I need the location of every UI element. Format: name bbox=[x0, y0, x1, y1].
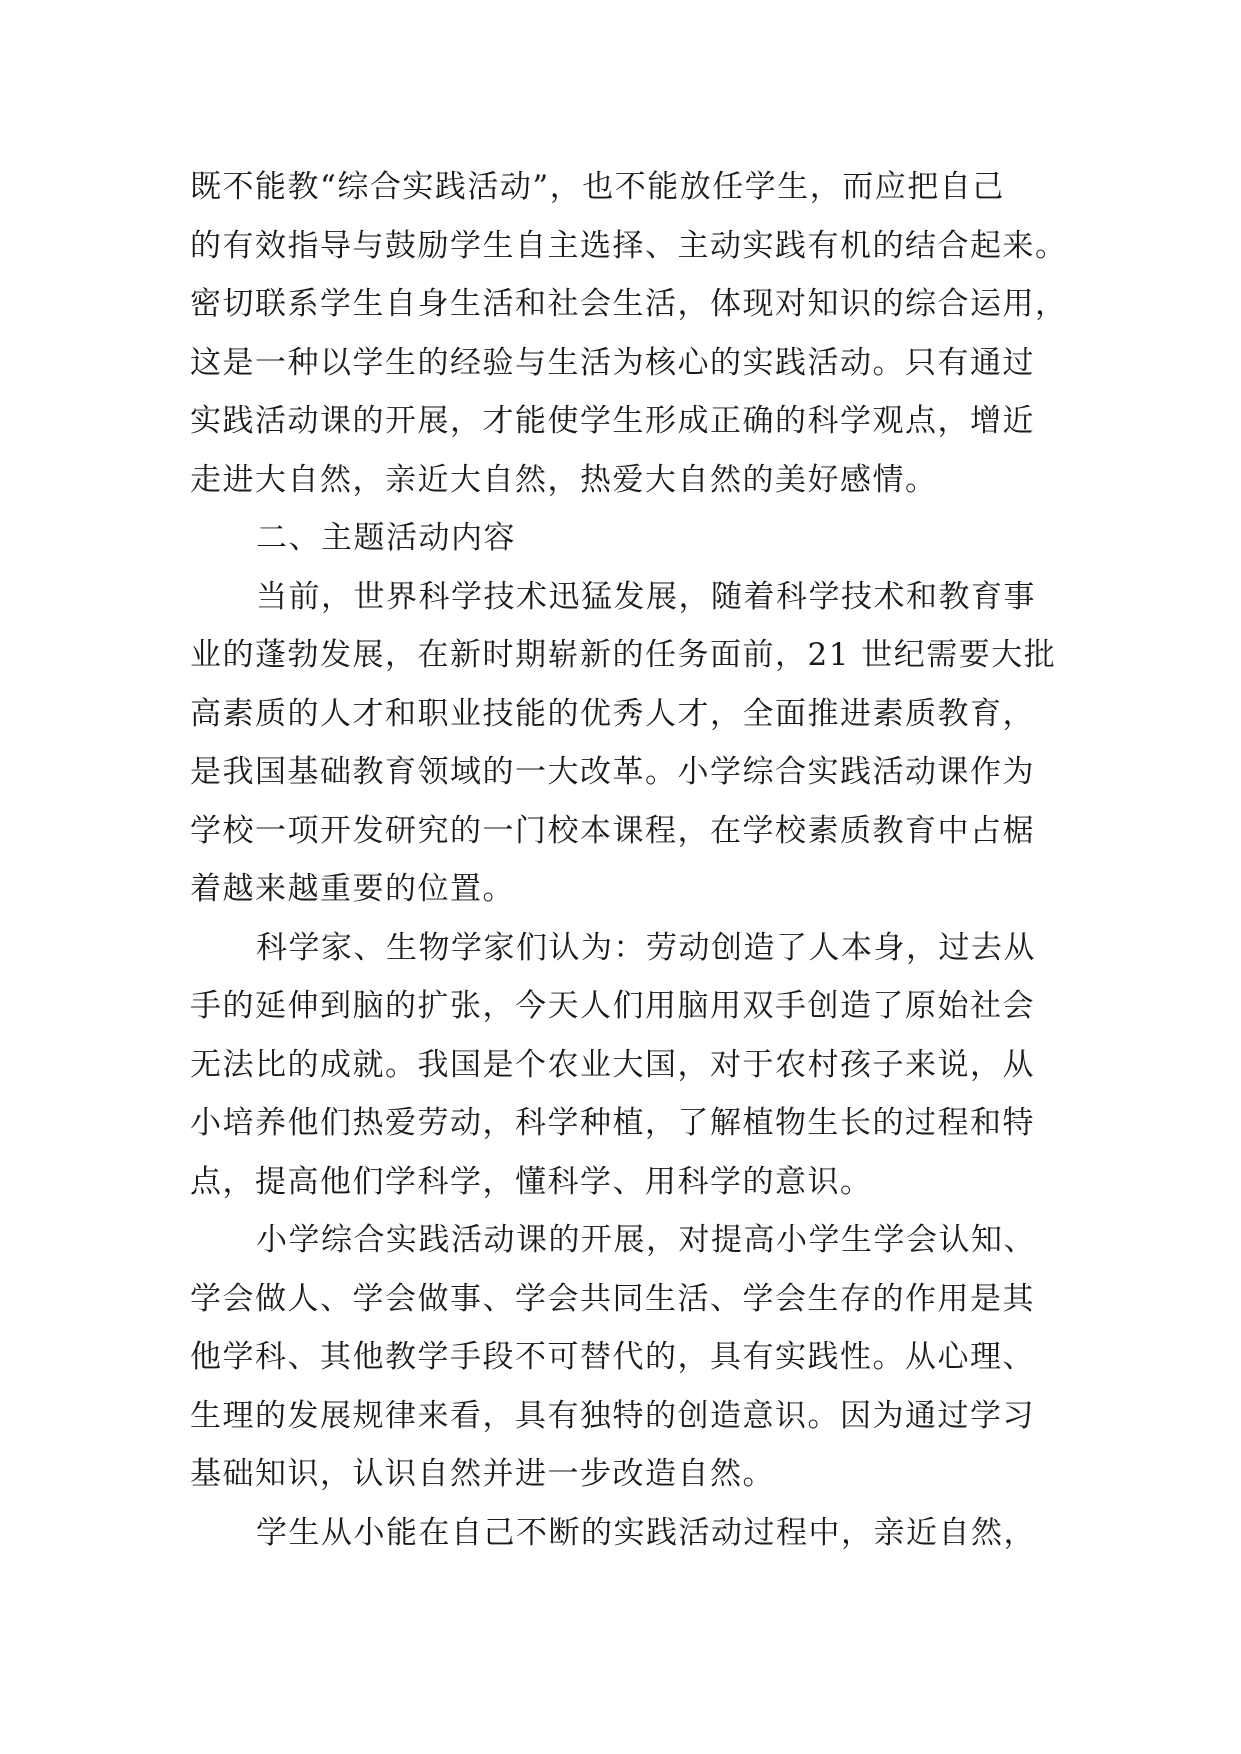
text-line: 是我国基础教育领域的一大改革。小学综合实践活动课作为 bbox=[190, 754, 1035, 790]
text-line: 高素质的人才和职业技能的优秀人才，全面推进素质教育， bbox=[190, 695, 1035, 732]
text-line: 生理的发展规律来看，具有独特的创造意识。因为通过学习 bbox=[190, 1397, 1035, 1434]
text-line: 学生从小能在自己不断的实践活动过程中，亲近自然， bbox=[256, 1514, 1036, 1551]
text-line: 科学家、生物学家们认为：劳动创造了人本身，过去从 bbox=[256, 929, 1036, 966]
text-line: 学校一项开发研究的一门校本课程，在学校素质教育中占椐 bbox=[190, 812, 1035, 849]
text-line: 点，提高他们学科学，懂科学、用科学的意识。 bbox=[190, 1163, 873, 1200]
text-line: 基础知识，认识自然并进一步改造自然。 bbox=[190, 1456, 775, 1492]
text-line: 小培养他们热爱劳动，科学种植，了解植物生长的过程和特 bbox=[190, 1105, 1035, 1141]
text-line: 手的延伸到脑的扩张，今天人们用脑用双手创造了原始社会 bbox=[190, 988, 1035, 1024]
text-line: 无法比的成就。我国是个农业大国，对于农村孩子来说，从 bbox=[190, 1046, 1035, 1083]
text-line: 实践活动课的开展，才能使学生形成正确的科学观点，增近 bbox=[190, 403, 1035, 439]
text-line: 既不能教“综合实践活动”，也不能放任学生，而应把自己 bbox=[190, 169, 1005, 205]
text-line: 着越来越重要的位置。 bbox=[190, 871, 515, 907]
text-line: 这是一种以学生的经验与生活为核心的实践活动。只有通过 bbox=[190, 344, 1035, 381]
text-line: 业的蓬勃发展，在新时期崭新的任务面前，21 世纪需要大批 bbox=[190, 637, 1057, 673]
text-line: 当前，世界科学技术迅猛发展，随着科学技术和教育事 bbox=[256, 578, 1036, 615]
text-line: 走进大自然，亲近大自然，热爱大自然的美好感情。 bbox=[190, 461, 938, 498]
section-heading: 二、主题活动内容 bbox=[256, 520, 516, 556]
text-line: 他学科、其他教学手段不可替代的，具有实践性。从心理、 bbox=[190, 1339, 1035, 1375]
text-line: 学会做人、学会做事、学会共同生活、学会生存的作用是其 bbox=[190, 1280, 1035, 1317]
text-line: 密切联系学生自身生活和社会生活，体现对知识的综合运用， bbox=[190, 286, 1068, 322]
text-line: 小学综合实践活动课的开展，对提高小学生学会认知、 bbox=[256, 1222, 1036, 1258]
text-line: 的有效指导与鼓励学生自主选择、主动实践有机的结合起来。 bbox=[190, 227, 1068, 264]
document-body bbox=[190, 158, 1090, 1562]
